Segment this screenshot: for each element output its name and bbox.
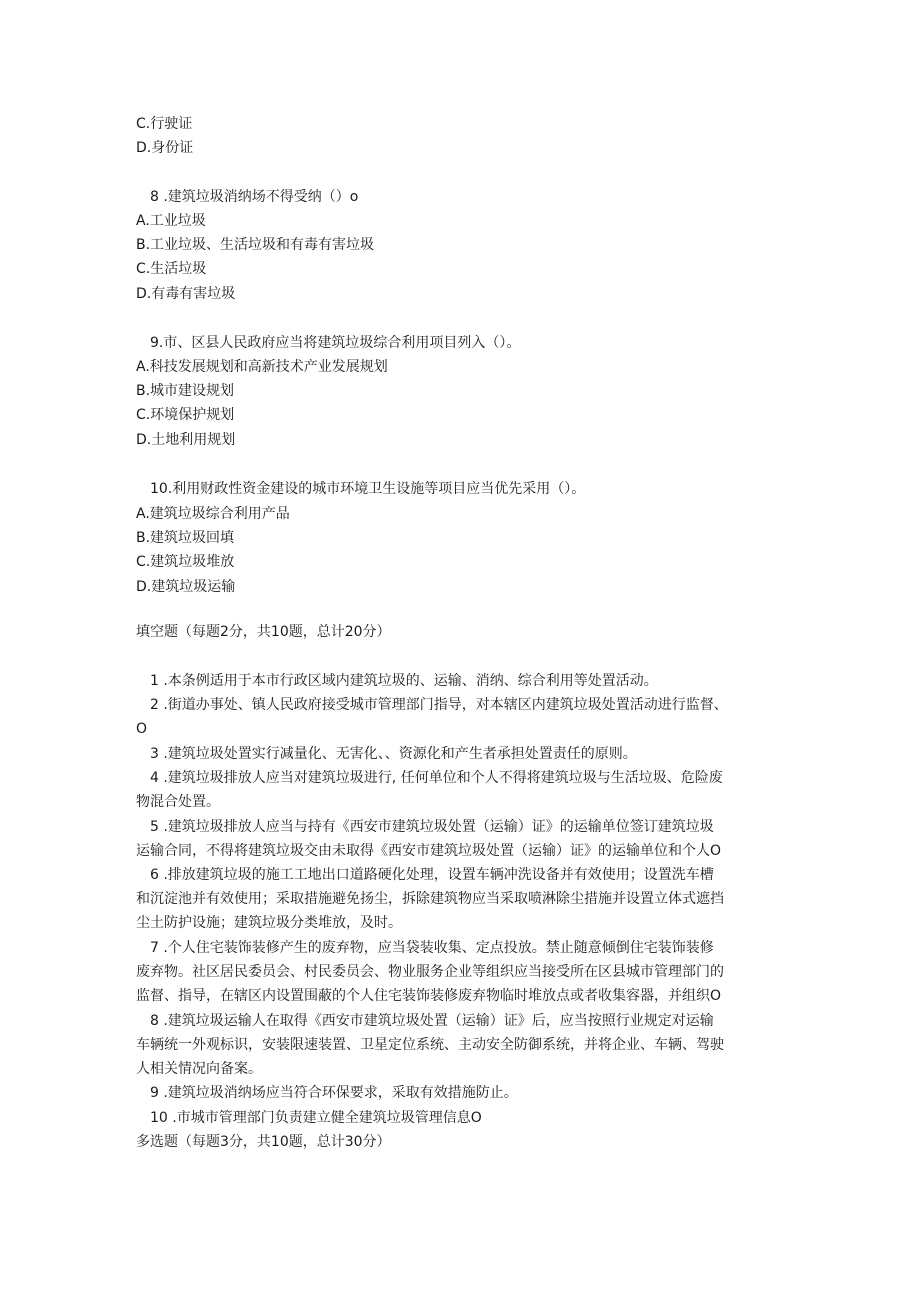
fill-item-7-cont1: 废弃物。社区居民委员会、村民委员会、物业服务企业等组织应当接受所在区县城市管理部门的: [136, 964, 724, 980]
option-b: B.工业垃圾、生活垃圾和有毒有害垃圾: [136, 237, 375, 253]
fill-item-2: 2 .街道办事处、镇人民政府接受城市管理部门指导，对本辖区内建筑垃圾处置活动进行监督、: [150, 697, 728, 713]
section-heading-fill: 填空题（每题2分，共10题，总计20分）: [136, 624, 391, 640]
option-b: B.建筑垃圾回填: [136, 530, 235, 546]
option-a: A.工业垃圾: [136, 213, 206, 229]
fill-item-6-cont1: 和沉淀池并有效使用；采取措施避免扬尘，拆除建筑物应当采取喷淋除尘措施并设置立体式遮挡: [136, 891, 724, 907]
fill-item-5-cont: 运输合同，不得将建筑垃圾交由未取得《西安市建筑垃圾处置（运输）证》的运输单位和个人O: [136, 843, 722, 859]
fill-item-5: 5 .建筑垃圾排放人应当与持有《西安市建筑垃圾处置（运输）证》的运输单位签订建筑垃圾: [150, 819, 714, 835]
fill-item-2-cont: O: [136, 721, 148, 737]
question-10: 10.利用财政性资金建设的城市环境卫生设施等项目应当优先采用（）。: [150, 481, 586, 497]
option-c: C.环境保护规划: [136, 407, 235, 423]
option-b: B.城市建设规划: [136, 383, 235, 399]
option-a: A.建筑垃圾综合利用产品: [136, 506, 290, 522]
fill-item-6-cont2: 尘土防护设施；建筑垃圾分类堆放，及时。: [136, 915, 402, 931]
fill-item-8: 8 .建筑垃圾运输人在取得《西安市建筑垃圾处置（运输）证》后，应当按照行业规定对运输: [150, 1013, 714, 1029]
fill-item-1: 1 .本条例适用于本市行政区域内建筑垃圾的、运输、消纳、综合利用等处置活动。: [150, 673, 658, 689]
fill-item-8-cont1: 车辆统一外观标识，安装限速装置、卫星定位系统、主动安全防御系统，并将企业、车辆、驾驶: [136, 1037, 724, 1053]
option-c: C.生活垃圾: [136, 261, 207, 277]
fill-item-7: 7 .个人住宅装饰装修产生的废弃物，应当袋装收集、定点投放。禁止随意倾倒住宅装饰装修: [150, 940, 714, 956]
fill-item-4: 4 .建筑垃圾排放人应当对建筑垃圾进行, 任何单位和个人不得将建筑垃圾与生活垃圾、危险废: [150, 770, 723, 786]
fill-item-3: 3 .建筑垃圾处置实行减量化、无害化、、资源化和产生者承担处置责任的原则。: [150, 746, 637, 762]
question-9: 9.市、区县人民政府应当将建筑垃圾综合利用项目列入（）。: [150, 335, 521, 351]
fill-item-9: 9 .建筑垃圾消纳场应当符合环保要求，采取有效措施防止。: [150, 1085, 518, 1101]
option-a: A.科技发展规划和高新技术产业发展规划: [136, 359, 388, 375]
option-d: D.有毒有害垃圾: [136, 286, 236, 302]
option-d: D.土地利用规划: [136, 432, 236, 448]
question-8: 8 .建筑垃圾消纳场不得受纳（）o: [150, 189, 359, 205]
section-heading-multi: 多选题（每题3分，共10题，总计30分）: [136, 1134, 391, 1150]
option-d: D.建筑垃圾运输: [136, 579, 236, 595]
fill-item-6: 6 .排放建筑垃圾的施工工地出口道路硬化处理，设置车辆冲洗设备并有效使用；设置洗车槽: [150, 867, 714, 883]
option-c: C.建筑垃圾堆放: [136, 554, 235, 570]
fill-item-8-cont2: 人相关情况向备案。: [136, 1061, 262, 1077]
fill-item-4-cont: 物混合处置。: [136, 794, 220, 810]
fill-item-7-cont2: 监督、指导，在辖区内设置围蔽的个人住宅装饰装修废弃物临时堆放点或者收集容器，并组织O: [136, 988, 722, 1004]
option-c: C.行驶证: [136, 116, 193, 132]
option-d: D.身份证: [136, 140, 194, 156]
fill-item-10: 10 .市城市管理部门负责建立健全建筑垃圾管理信息O: [150, 1110, 482, 1126]
